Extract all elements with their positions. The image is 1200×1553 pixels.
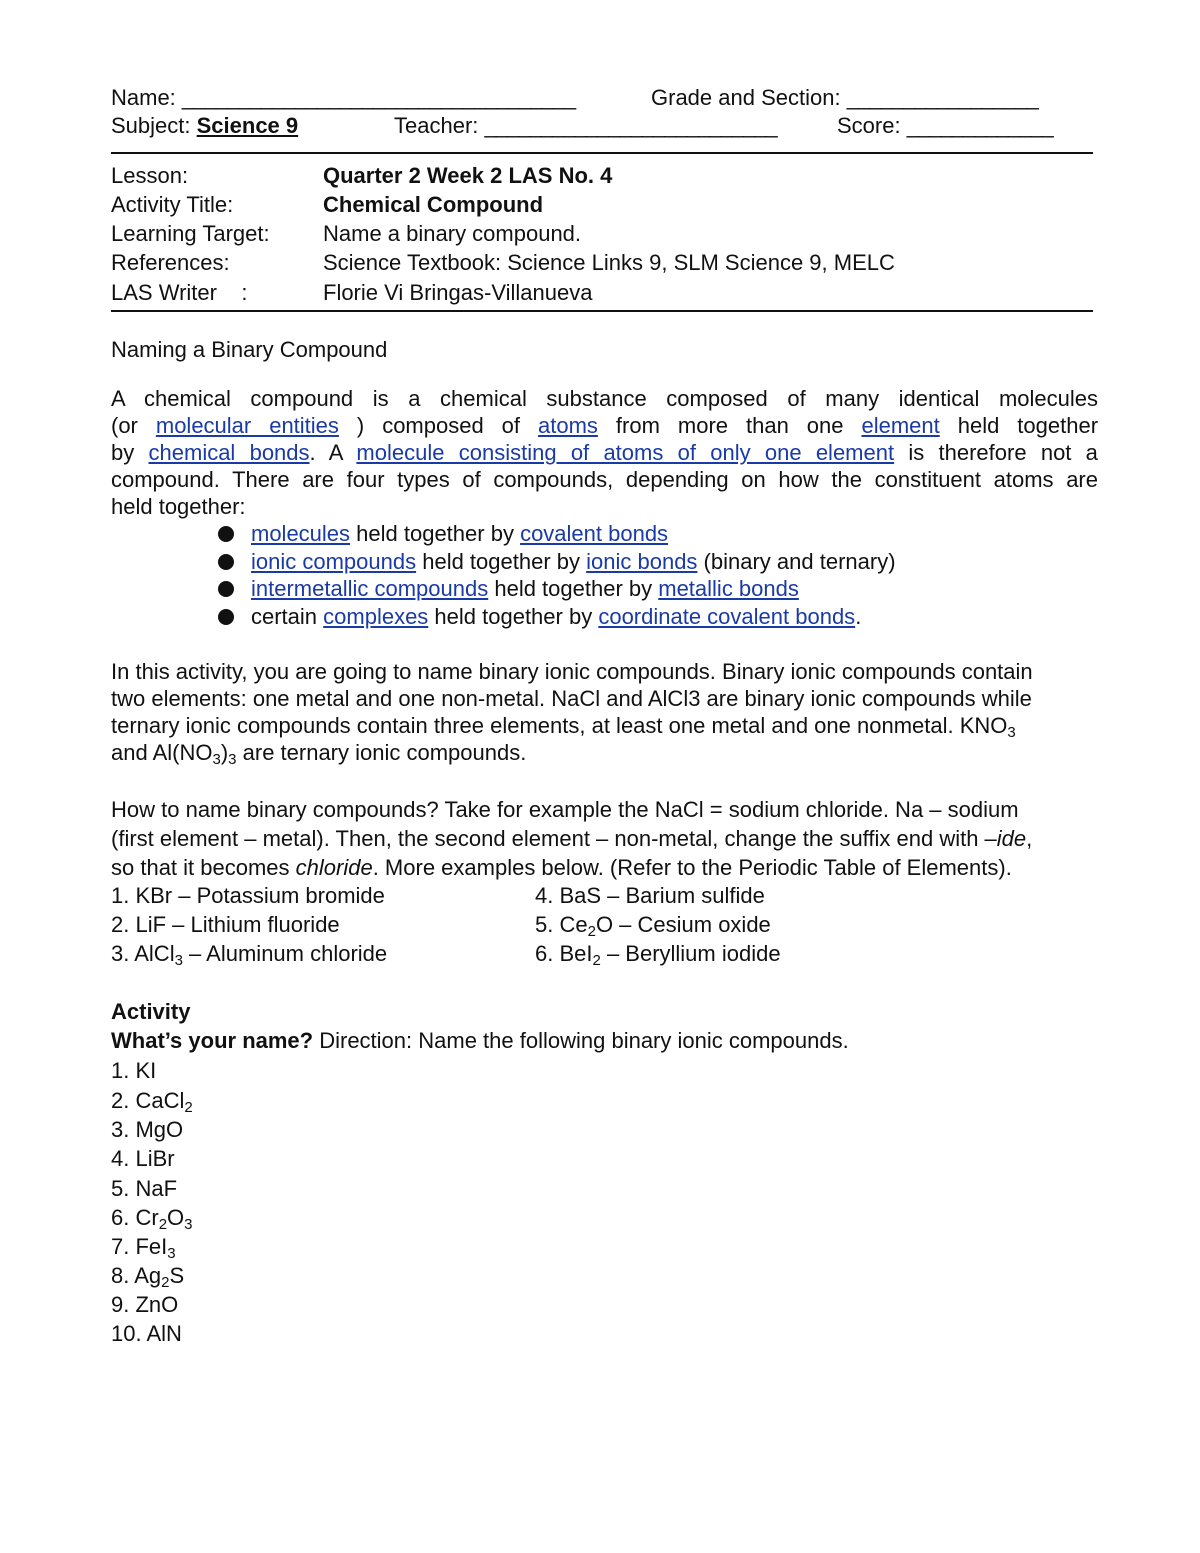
link-metallic-bonds[interactable]: metallic bonds <box>658 576 799 601</box>
paragraph-line <box>111 824 1032 853</box>
paragraph-text: . More examples below. (Refer to the Periodic Table of Elements). <box>372 855 1012 880</box>
link-coordinate-covalent-bonds[interactable]: coordinate covalent bonds <box>598 603 856 629</box>
example-item <box>111 940 387 968</box>
subscript: 3 <box>228 751 237 768</box>
subscript: 3 <box>167 1245 176 1262</box>
info-label-references: References: <box>111 250 230 275</box>
subscript: 2 <box>184 1099 193 1116</box>
paragraph-text: are ternary ionic compounds. <box>236 740 527 765</box>
subscript: 2 <box>587 923 596 940</box>
score-label: Score: <box>837 113 901 138</box>
activity-prompt <box>111 1027 849 1055</box>
intro-text: . A <box>309 440 343 465</box>
intro-line: A chemical compound is a chemical substance composed of many identical molecules <box>111 386 1098 411</box>
info-label-lesson: Lesson: <box>111 163 189 188</box>
compound-types-list <box>218 520 896 630</box>
word-chloride: chloride <box>295 855 373 880</box>
list-item <box>111 1232 176 1261</box>
list-item <box>111 1174 177 1203</box>
paragraph-line <box>111 739 1033 766</box>
paragraph-text: ) <box>220 740 229 765</box>
example-item <box>535 911 771 939</box>
example-text: – Aluminum chloride <box>182 941 388 966</box>
bullet-text: held together by <box>416 548 587 574</box>
info-label-learning-target: Learning Target: <box>111 221 270 246</box>
item-text: 3. MgO <box>111 1117 184 1142</box>
item-text: 8. Ag <box>111 1263 162 1288</box>
paragraph-text: so that it becomes <box>111 855 296 880</box>
example-text: 2. LiF – Lithium fluoride <box>111 912 340 937</box>
example-item <box>111 882 385 910</box>
subscript: 3 <box>174 952 183 969</box>
info-label-las-writer: LAS Writer : <box>111 280 248 305</box>
teacher-label: Teacher: <box>394 113 479 138</box>
example-text: 5. Ce <box>535 912 588 937</box>
intro-paragraph <box>111 385 1098 520</box>
item-text: 4. LiBr <box>111 1146 175 1171</box>
score-blank[interactable]: _____________ <box>906 113 1053 138</box>
list-item <box>218 548 896 576</box>
paragraph-line: How to name binary compounds? Take for example the NaCl = sodium chloride. Na – sodium <box>111 797 1019 822</box>
bullet-text: . <box>855 603 862 629</box>
item-text: 9. ZnO <box>111 1292 179 1317</box>
example-text: – Beryllium iodide <box>600 941 781 966</box>
subject-line <box>111 112 298 140</box>
intro-text: is therefore not a <box>908 440 1098 465</box>
subject-label: Subject: <box>111 113 191 138</box>
prompt-direction: Direction: Name the following binary ionic compounds. <box>313 1028 849 1053</box>
item-text: 6. Cr <box>111 1205 159 1230</box>
bullet-text: held together by <box>350 521 521 546</box>
info-value-references: Science Textbook: Science Links 9, SLM Science 9, MELC <box>323 250 895 275</box>
item-text: S <box>169 1263 185 1288</box>
list-item <box>111 1261 184 1290</box>
intro-text: held together <box>957 413 1099 438</box>
intro-text: ) composed of <box>356 413 521 438</box>
list-item <box>111 1203 193 1232</box>
teacher-blank[interactable]: __________________________ <box>484 113 777 138</box>
subject-value: Science 9 <box>196 113 299 138</box>
paragraph-text: , <box>1026 826 1033 851</box>
intro-line: held together: <box>111 494 246 519</box>
link-element[interactable]: element <box>861 413 940 438</box>
name-line <box>111 84 575 112</box>
link-molecule-one-element[interactable]: molecule consisting of atoms of only one element <box>356 440 895 465</box>
subscript: 2 <box>161 1274 170 1291</box>
example-item <box>535 940 781 968</box>
subscript: 2 <box>158 1216 168 1233</box>
item-text: O <box>167 1205 185 1230</box>
link-ionic-compounds[interactable]: ionic compounds <box>251 548 417 574</box>
suffix-ide: ide <box>996 826 1027 851</box>
intro-text: by <box>111 440 135 465</box>
bullet-text: held together by <box>488 576 659 601</box>
bullet-text: (binary and ternary) <box>697 548 896 574</box>
paragraph-line <box>111 712 1033 739</box>
list-item <box>218 520 896 548</box>
grade-line <box>651 84 1038 112</box>
example-text: O – Cesium oxide <box>595 912 771 937</box>
bullet-icon <box>218 581 234 597</box>
paragraph-text: (first element – metal). Then, the second element – non-metal, change the suffix end with – <box>111 826 997 851</box>
item-text: 1. KI <box>111 1058 157 1083</box>
example-item <box>111 911 340 939</box>
paragraph-line: In this activity, you are going to name binary ionic compounds. Binary ionic compounds contain <box>111 659 1033 684</box>
info-value-las-writer: Florie Vi Bringas-Villanueva <box>323 280 593 305</box>
section-title: Naming a Binary Compound <box>111 337 388 362</box>
list-item <box>111 1115 183 1144</box>
bullet-icon <box>218 554 234 570</box>
intro-line <box>111 412 1098 439</box>
prompt-bold: What’s your name? <box>111 1028 314 1053</box>
activity-intro-paragraph <box>111 658 1033 766</box>
name-label: Name: <box>111 85 176 110</box>
example-text: 4. BaS – Barium sulfide <box>535 883 765 908</box>
bullet-text: held together by <box>428 603 599 629</box>
list-item <box>111 1290 178 1319</box>
link-molecular-entities[interactable]: molecular entities <box>155 413 339 438</box>
info-value-learning-target: Name a binary compound. <box>323 221 582 246</box>
list-item <box>111 1144 175 1173</box>
example-text: 6. BeI <box>535 941 593 966</box>
intro-text: (or <box>111 413 138 438</box>
grade-blank[interactable]: _________________ <box>846 85 1038 110</box>
activity-heading: Activity <box>111 999 191 1024</box>
link-intermetallic-compounds[interactable]: intermetallic compounds <box>251 576 489 601</box>
list-item <box>218 575 896 603</box>
example-item <box>535 882 765 910</box>
list-item <box>111 1319 182 1348</box>
item-text: 5. NaF <box>111 1176 178 1201</box>
info-value-lesson: Quarter 2 Week 2 LAS No. 4 <box>323 163 613 188</box>
example-text: 3. AlCl <box>111 941 175 966</box>
paragraph-text: ternary ionic compounds contain three elements, at least one metal and one nonmetal. KNO <box>111 713 1008 738</box>
subscript: 3 <box>1007 724 1016 741</box>
link-chemical-bonds[interactable]: chemical bonds <box>148 440 310 465</box>
paragraph-text: and Al(NO <box>111 740 213 765</box>
link-atoms[interactable]: atoms <box>538 413 598 438</box>
list-item <box>218 603 896 631</box>
example-text: 1. KBr – Potassium bromide <box>111 883 385 908</box>
link-complexes[interactable]: complexes <box>323 603 429 629</box>
subscript: 3 <box>212 751 221 768</box>
link-molecules[interactable]: molecules <box>251 521 351 546</box>
info-divider <box>111 310 1093 312</box>
naming-paragraph <box>111 795 1032 882</box>
item-text: 7. FeI <box>111 1234 168 1259</box>
bullet-text: certain <box>251 603 324 629</box>
intro-line <box>111 439 1098 466</box>
score-line <box>837 112 1053 140</box>
item-text: 10. AlN <box>111 1321 182 1346</box>
intro-line: compound. There are four types of compounds, depending on how the constituent atoms are <box>111 467 1098 492</box>
link-ionic-bonds[interactable]: ionic bonds <box>586 548 698 574</box>
header-divider <box>111 152 1093 154</box>
bullet-icon <box>218 526 234 542</box>
item-text: 2. CaCl <box>111 1088 185 1113</box>
paragraph-line <box>111 853 1032 882</box>
subscript: 3 <box>184 1216 193 1233</box>
list-item <box>111 1086 193 1115</box>
info-label-activity-title: Activity Title: <box>111 192 234 217</box>
link-covalent-bonds[interactable]: covalent bonds <box>520 521 669 546</box>
paragraph-line: two elements: one metal and one non-metal. NaCl and AlCl3 are binary ionic compounds while <box>111 686 1032 711</box>
intro-text: from more than one <box>615 413 844 438</box>
list-item <box>111 1056 156 1085</box>
subscript: 2 <box>592 952 601 969</box>
teacher-line <box>394 112 777 140</box>
grade-label: Grade and Section: <box>651 85 841 110</box>
bullet-icon <box>218 609 234 625</box>
name-blank[interactable]: ___________________________________ <box>181 85 576 110</box>
info-value-activity-title: Chemical Compound <box>323 192 544 217</box>
